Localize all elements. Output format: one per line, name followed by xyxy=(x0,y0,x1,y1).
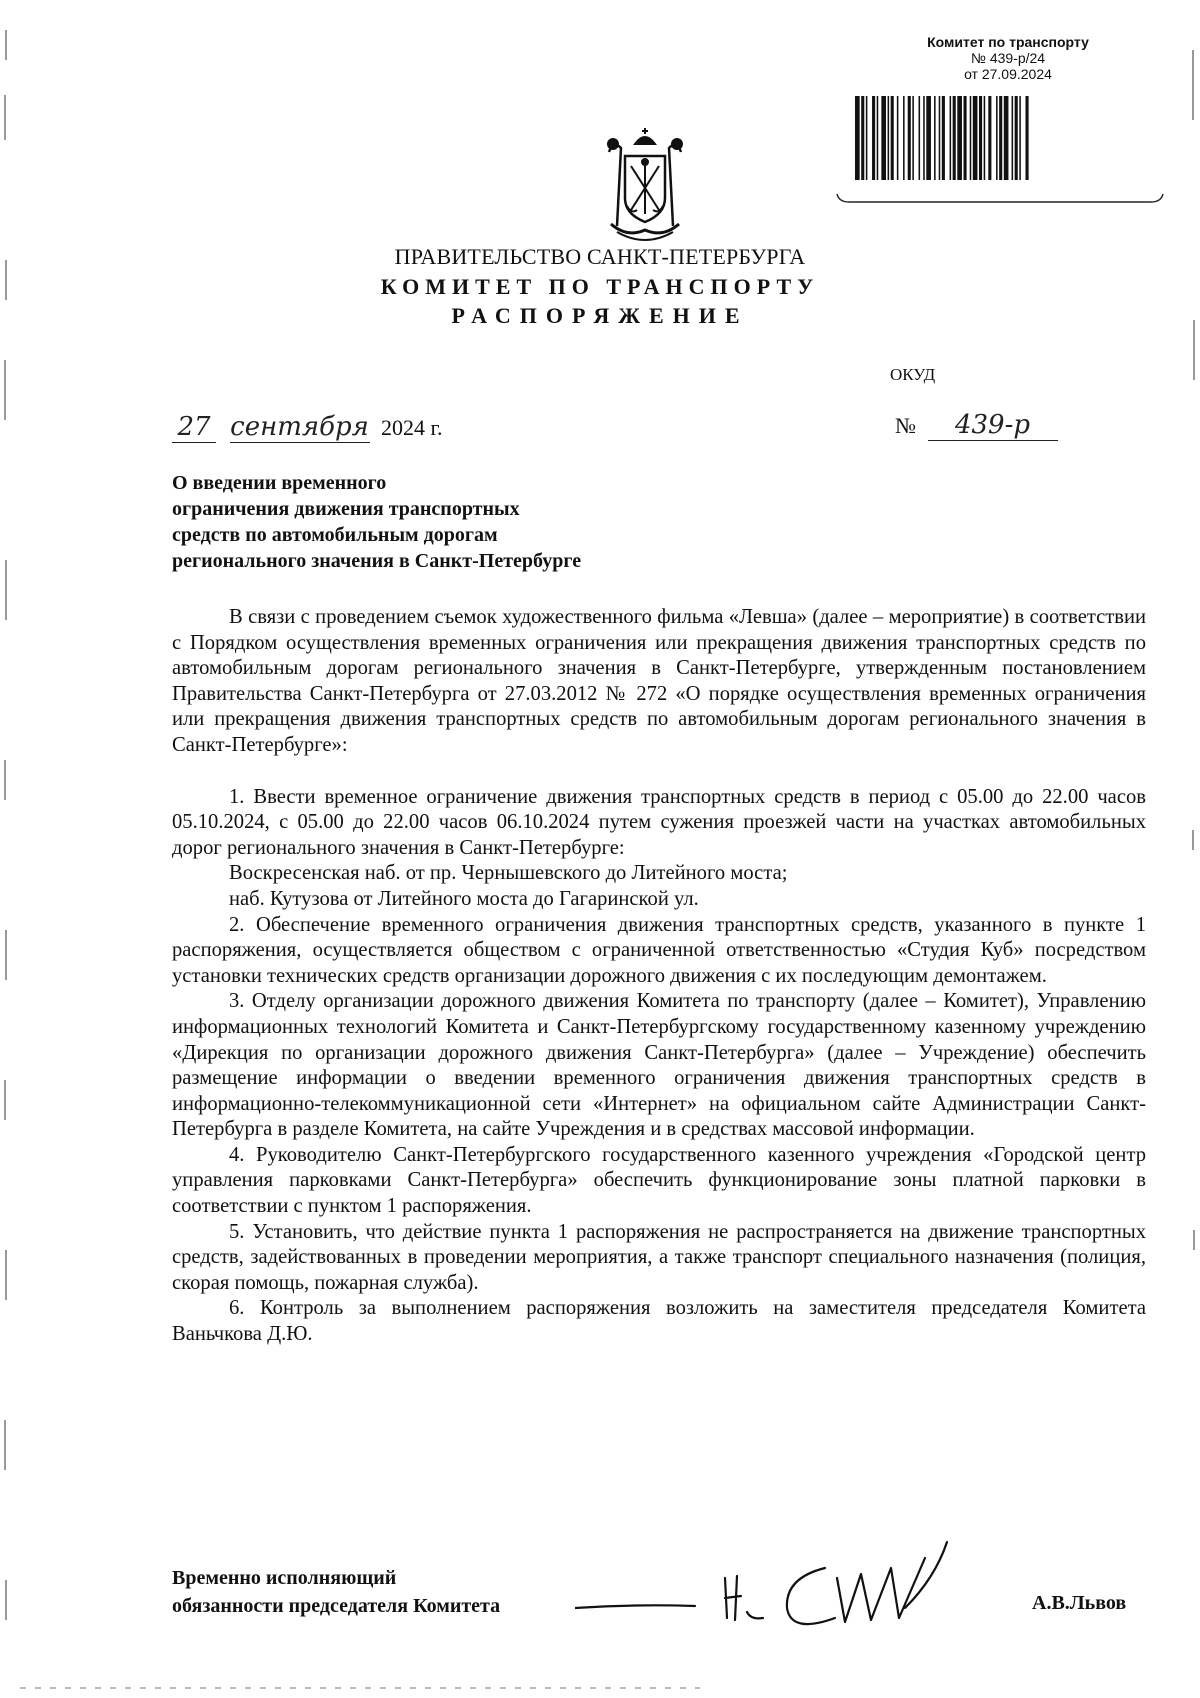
barcode-bar xyxy=(881,96,886,180)
item-1-road-2: наб. Кутузова от Литейного моста до Гагаринской ул. xyxy=(229,887,699,910)
barcode-bar xyxy=(999,96,1002,180)
subject-line: регионального значения в Санкт-Петербурге xyxy=(172,550,582,572)
date-day: 27 xyxy=(172,412,216,443)
signatory-title-line: обязанности председателя Комитета xyxy=(172,1595,501,1617)
document-subject xyxy=(172,470,692,574)
barcode-bar xyxy=(919,96,921,180)
okud-label: ОКУД xyxy=(890,365,936,384)
number-label: № xyxy=(895,413,916,438)
barcode-bar xyxy=(970,96,972,180)
barcode-bar xyxy=(888,96,890,180)
barcode-bar xyxy=(866,96,868,180)
barcode-icon xyxy=(855,96,1165,180)
item-3-paragraph: 3. Отделу организации дорожного движения Комитета по транспорту (далее – Комитет), Управлению информационных технологий Комитета и Санкт-Петербургскому государственному казенному учреждению «Дирекция по организации дорожного движения Санкт-Петербурга» (далее – Учреждение) обеспечить размещение информации о введении временного ограничения движения транспортных средств в информационно-телекоммуникационной сети «Интернет» на официальном сайте Администрации Санкт-Петербурга в разделе Комитета, на сайте Учреждения и в средствах массовой информации. xyxy=(172,990,1146,1141)
barcode-bar xyxy=(988,96,991,180)
committee-title: КОМИТЕТ ПО ТРАНСПОРТУ xyxy=(380,274,820,299)
barcode-underline xyxy=(835,192,1165,204)
item-1-road-1: Воскресенская наб. от пр. Чернышевского до Литейного моста; xyxy=(229,862,788,885)
barcode-bar xyxy=(979,96,982,180)
barcode-bar xyxy=(953,96,956,180)
barcode-bar xyxy=(903,96,905,180)
barcode-bar xyxy=(908,96,911,180)
barcode-bar xyxy=(1004,96,1009,180)
item-2-paragraph: 2. Обеспечение временного ограничения движения транспортных средств, указанного в пункте 1 распоряжения, осуществляется обществом с ограниченной ответственностью «Студия Куб» посредством установки технических средств организации дорожного движения с их последующим демонтажем. xyxy=(172,913,1146,987)
signatory-title xyxy=(172,1564,500,1620)
barcode-bar xyxy=(984,96,986,180)
barcode-bar xyxy=(872,96,875,180)
preamble-paragraph: В связи с проведением съемок художественного фильма «Левша» (далее – мероприятие) в соответствии с Порядком осуществления временных ограничения или прекращения движения транспортных средств по автомобильным дорогам регионального значения в Санкт-Петербурге, утвержденным постановлением Правительства Санкт-Петербурга от 27.03.2012 № 272 «О порядке осуществления временных ограничения или прекращения движения транспортных средств по автомобильным дорогам регионального значения в Санкт-Петербурге»: xyxy=(172,606,1146,756)
registration-number: № 439-р/24 xyxy=(970,50,1046,66)
barcode-bar xyxy=(1015,96,1018,180)
barcode-bar xyxy=(934,96,936,180)
item-5-paragraph: 5. Установить, что действие пункта 1 распоряжения не распространяется на движение транспортных средств, задействованных в проведении мероприятия, а также транспорт специального назначения (полиция, скорая помощь, пожарная служба). xyxy=(172,1220,1146,1294)
barcode-bar xyxy=(942,96,945,180)
barcode-bar xyxy=(897,96,899,180)
barcode-bar xyxy=(950,96,952,180)
barcode-bar xyxy=(964,96,967,180)
barcode-bar xyxy=(1026,96,1029,180)
item-4-paragraph: 4. Руководителю Санкт-Петербургского государственного казенного учреждения «Городской центр управления парковками Санкт-Петербурга» обеспечить функционирование зоны платной парковки в соответствии с пунктом 1 распоряжения. xyxy=(172,1143,1146,1218)
item-1-paragraph: 1. Ввести временное ограничение движения транспортных средств в период с 05.00 до 22.00 часов 05.10.2024, с 05.00 до 22.00 часов 06.10.2024 путем сужения проезжей части на участках автомобильных дорог регионального значения в Санкт-Петербурге: xyxy=(172,785,1146,859)
number-value: 439-р xyxy=(928,410,1058,441)
document-body xyxy=(172,605,1146,1348)
registration-org: Комитет по транспорту xyxy=(927,34,1089,50)
date-year: 2024 г. xyxy=(381,415,443,440)
barcode-bar xyxy=(957,96,962,180)
handwritten-signature xyxy=(575,1538,1035,1638)
document-type-title: РАСПОРЯЖЕНИЕ xyxy=(451,303,749,328)
barcode-bar xyxy=(877,96,879,180)
subject-line: ограничения движения транспортных xyxy=(172,498,520,520)
document-date xyxy=(172,412,443,443)
barcode-bar xyxy=(1019,96,1021,180)
registration-date: от 27.09.2024 xyxy=(964,66,1052,82)
st-petersburg-coat-of-arms-icon xyxy=(597,126,693,244)
barcode-bar xyxy=(923,96,925,180)
signatory-name: А.В.Львов xyxy=(1032,1592,1127,1614)
government-title: ПРАВИТЕЛЬСТВО САНКТ-ПЕТЕРБУРГА xyxy=(394,244,806,269)
signatory-title-line: Временно исполняющий xyxy=(172,1567,397,1589)
barcode-bar xyxy=(926,96,931,180)
barcode-bar xyxy=(891,96,894,180)
document-number xyxy=(895,410,1058,441)
subject-line: О введении временного xyxy=(172,472,387,494)
barcode-bar xyxy=(996,96,998,180)
barcode-bar xyxy=(861,96,864,180)
registration-stamp xyxy=(838,34,1178,82)
barcode-bar xyxy=(855,96,860,180)
barcode-bar xyxy=(973,96,978,180)
subject-line: средств по автомобильным дорогам xyxy=(172,524,498,546)
barcode-bar xyxy=(912,96,914,180)
barcode-bar xyxy=(1012,96,1014,180)
item-6-paragraph: 6. Контроль за выполнением распоряжения возложить на заместителя председателя Комитета Ваньчкова Д.Ю. xyxy=(172,1297,1146,1346)
barcode-bar xyxy=(939,96,941,180)
date-month: сентября xyxy=(230,412,369,442)
